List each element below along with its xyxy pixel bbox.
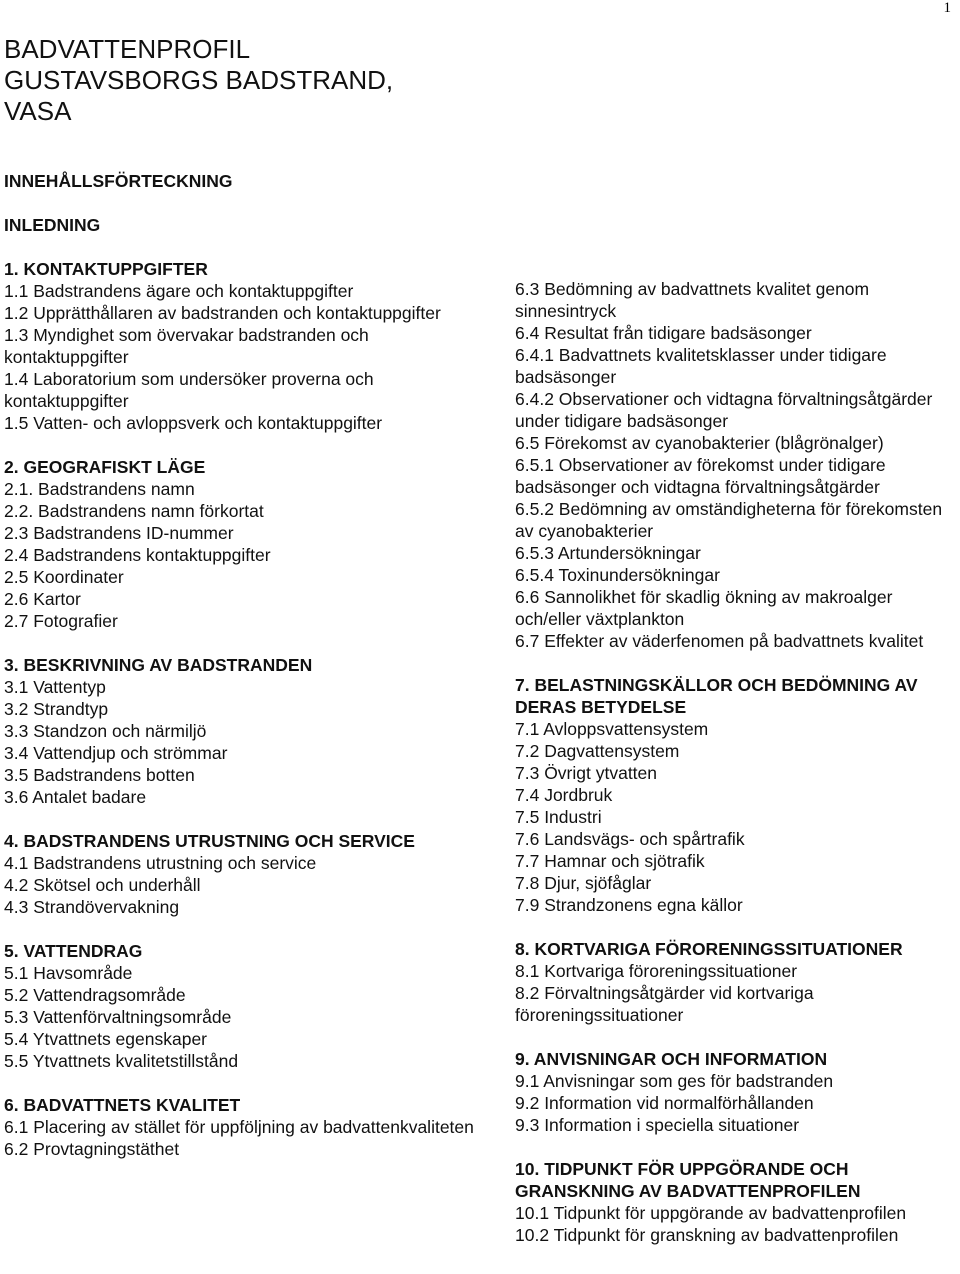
toc-section-heading: 2. GEOGRAFISKT LÄGE [4, 457, 206, 477]
toc-entry: 1.1 Badstrandens ägare och kontaktuppgifter [4, 281, 354, 301]
toc-entry: 7.3 Övrigt ytvatten [515, 763, 658, 783]
toc-entry: 7.4 Jordbruk [515, 785, 613, 805]
title-line: GUSTAVSBORGS BADSTRAND, [4, 65, 394, 95]
title-line: VASA [4, 96, 72, 126]
toc-entry: 6.6 Sannolikhet för skadlig ökning av makroalger och/eller växtplankton [515, 587, 893, 629]
toc-entry: 5.3 Vattenförvaltningsområde [4, 1007, 232, 1027]
toc-entry: 7.6 Landsvägs- och spårtrafik [515, 829, 745, 849]
toc-entry: 1.5 Vatten- och avloppsverk och kontaktuppgifter [4, 413, 383, 433]
toc-entry: 4.1 Badstrandens utrustning och service [4, 853, 317, 873]
toc-entry: 5.5 Ytvattnets kvalitetstillstånd [4, 1051, 239, 1071]
toc-entry: 10.1 Tidpunkt för uppgörande av badvattenprofilen [515, 1203, 907, 1223]
toc-entry: 7.2 Dagvattensystem [515, 741, 680, 761]
toc-entry: 2.3 Badstrandens ID-nummer [4, 523, 234, 543]
document-title [4, 34, 474, 127]
title-line: BADVATTENPROFIL [4, 34, 251, 64]
toc-entry: 7.9 Strandzonens egna källor [515, 895, 743, 915]
toc-right-column [515, 278, 960, 1246]
toc-entry: 4.2 Skötsel och underhåll [4, 875, 201, 895]
toc-section-heading: 8. KORTVARIGA FÖRORENINGSSITUATIONER [515, 939, 903, 959]
toc-entry: 3.3 Standzon och närmiljö [4, 721, 207, 741]
toc-section-heading: 7. BELASTNINGSKÄLLOR OCH BEDÖMNING AV DERAS BETYDELSE [515, 675, 918, 717]
toc-section-heading: 1. KONTAKTUPPGIFTER [4, 259, 208, 279]
toc-entry: 7.5 Industri [515, 807, 602, 827]
toc-section-heading: 4. BADSTRANDENS UTRUSTNING OCH SERVICE [4, 831, 415, 851]
toc-entry: 7.1 Avloppsvattensystem [515, 719, 709, 739]
toc-entry: 9.1 Anvisningar som ges för badstranden [515, 1071, 834, 1091]
toc-entry: 3.6 Antalet badare [4, 787, 147, 807]
toc-entry: 6.7 Effekter av väderfenomen på badvattnets kvalitet [515, 631, 924, 651]
toc-section-heading: 5. VATTENDRAG [4, 941, 143, 961]
toc-entry: 2.7 Fotografier [4, 611, 118, 631]
toc-left-column [4, 170, 474, 1160]
toc-entry: 3.2 Strandtyp [4, 699, 109, 719]
toc-entry: 6.4.1 Badvattnets kvalitetsklasser under tidigare badsäsonger [515, 345, 887, 387]
toc-entry: 5.4 Ytvattnets egenskaper [4, 1029, 208, 1049]
toc-section-heading: INLEDNING [4, 215, 101, 235]
toc-entry: 5.2 Vattendragsområde [4, 985, 186, 1005]
toc-entry: 2.4 Badstrandens kontaktuppgifter [4, 545, 271, 565]
toc-entry: 5.1 Havsområde [4, 963, 133, 983]
toc-entry: 9.2 Information vid normalförhållanden [515, 1093, 814, 1113]
toc-entry: 1.2 Upprätthållaren av badstranden och kontaktuppgifter [4, 303, 441, 323]
toc-entry: 9.3 Information i speciella situationer [515, 1115, 800, 1135]
toc-entry: 2.1. Badstrandens namn [4, 479, 195, 499]
toc-entry: 6.2 Provtagningstäthet [4, 1139, 180, 1159]
toc-entry: 6.4 Resultat från tidigare badsäsonger [515, 323, 812, 343]
toc-entry: 6.5.3 Artundersökningar [515, 543, 701, 563]
toc-entry: 6.5 Förekomst av cyanobakterier (blågrönalger) [515, 433, 884, 453]
toc-section-heading: INNEHÅLLSFÖRTECKNING [4, 171, 233, 191]
toc-section-heading: 3. BESKRIVNING AV BADSTRANDEN [4, 655, 313, 675]
toc-entry: 6.4.2 Observationer och vidtagna förvaltningsåtgärder under tidigare badsäsonger [515, 389, 933, 431]
toc-entry: 3.5 Badstrandens botten [4, 765, 195, 785]
toc-entry: 6.1 Placering av stället för uppföljning av badvattenkvaliteten [4, 1117, 474, 1137]
toc-entry: 6.5.1 Observationer av förekomst under tidigare badsäsonger och vidtagna förvaltningsåtgärder [515, 455, 886, 497]
toc-entry: 2.2. Badstrandens namn förkortat [4, 501, 264, 521]
toc-entry: 6.5.2 Bedömning av omständigheterna för förekomsten av cyanobakterier [515, 499, 943, 541]
toc-section-heading: 10. TIDPUNKT FÖR UPPGÖRANDE OCH GRANSKNING AV BADVATTENPROFILEN [515, 1159, 861, 1201]
toc-entry: 1.4 Laboratorium som undersöker proverna och kontaktuppgifter [4, 369, 374, 411]
toc-entry: 10.2 Tidpunkt för granskning av badvattenprofilen [515, 1225, 899, 1245]
toc-entry: 6.3 Bedömning av badvattnets kvalitet genom sinnesintryck [515, 279, 870, 321]
toc-entry: 7.8 Djur, sjöfåglar [515, 873, 652, 893]
toc-entry: 2.6 Kartor [4, 589, 81, 609]
toc-entry: 8.2 Förvaltningsåtgärder vid kortvariga föroreningssituationer [515, 983, 814, 1025]
toc-entry: 3.1 Vattentyp [4, 677, 106, 697]
toc-section-heading: 6. BADVATTNETS KVALITET [4, 1095, 241, 1115]
toc-entry: 2.5 Koordinater [4, 567, 124, 587]
toc-entry: 1.3 Myndighet som övervakar badstranden och kontaktuppgifter [4, 325, 369, 367]
toc-entry: 4.3 Strandövervakning [4, 897, 180, 917]
toc-entry: 8.1 Kortvariga föroreningssituationer [515, 961, 798, 981]
page-number: 1 [943, 0, 951, 16]
toc-entry: 3.4 Vattendjup och strömmar [4, 743, 228, 763]
toc-entry: 7.7 Hamnar och sjötrafik [515, 851, 705, 871]
toc-section-heading: 9. ANVISNINGAR OCH INFORMATION [515, 1049, 828, 1069]
toc-entry: 6.5.4 Toxinundersökningar [515, 565, 720, 585]
